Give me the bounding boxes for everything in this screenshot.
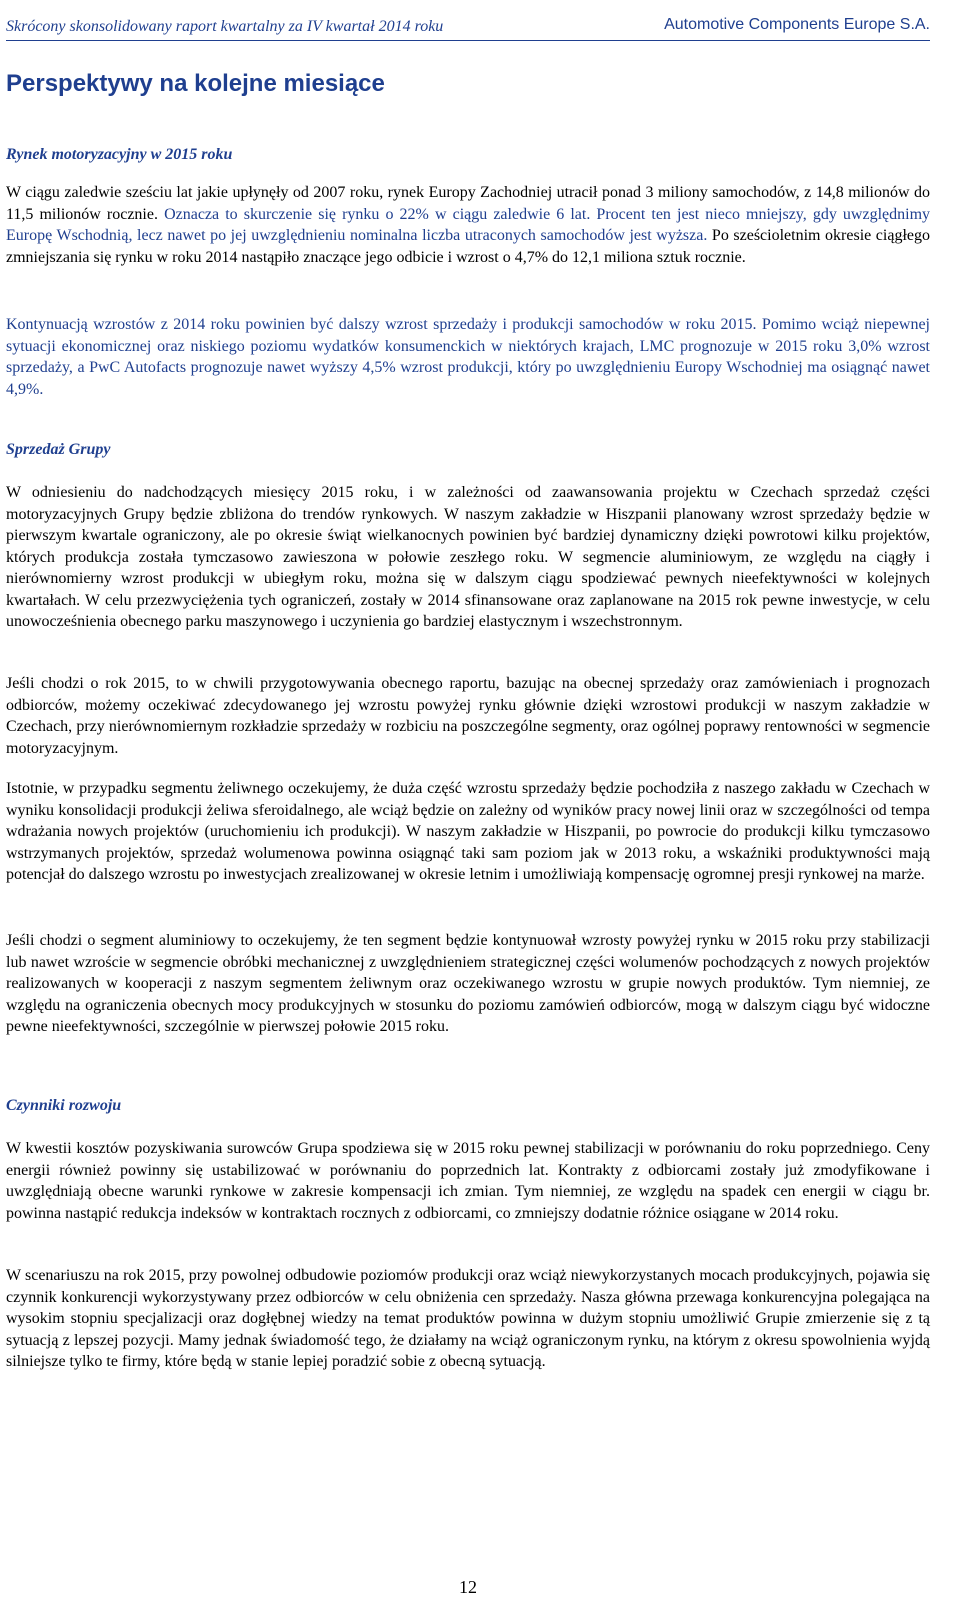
paragraph [6,1138,930,1224]
paragraph-part: W ciągu zaledwie sześciu lat jakie upłynęły od 2007 roku, rynek Europy Zachodniej utracił ponad 3 miliony samochodów, z 14,8 milionów do 11,5 milionów rocznie. [6,184,930,223]
paragraph [6,1265,930,1373]
section-heading-czynniki: Czynniki rozwoju [6,1097,122,1114]
paragraph [6,673,930,759]
page-header [6,14,930,41]
paragraph [6,182,930,268]
paragraph-part: Oznacza to skurczenie się rynku o 22% w ciągu zaledwie 6 lat. [157,205,591,223]
paragraph [6,778,930,886]
company-name: Automotive Components Europe S.A. [664,16,930,33]
page-title: Perspektywy na kolejne miesiące [6,70,385,97]
paragraph-part: Jeśli chodzi o rok 2015, to w chwili przygotowywania obecnego raportu, bazując na obecnej sprzedaży oraz zamówieniach i prognozach odbiorców, możemy oczekiwać zdecydowanego jej wzrostu powyżej rynku głównie dzięki wzrostowi produkcji w naszym zakładzie w Czechach, przy nierównomiernym rozkładzie sprzedaży w rozbiciu na poszczególne segmenty, oraz ogólnej poprawy rentowności w segmencie motoryzacyjnym. [6,675,930,757]
paragraph-part: W odniesieniu do nadchodzących miesięcy 2015 roku, i w zależności od zaawansowania projektu w Czechach sprzedaż części motoryzacyjnych Grupy będzie zbliżona do trendów rynkowych. W naszym zakładzie w Hiszpanii planowany wzrost sprzedaży będzie w pierwszym kwartale ograniczony, ale po okresie świąt wielkanocnych powinien być bardziej dynamiczny dzięki powrotowi kilku projektów, których produkcja została tymczasowo zawieszona w połowie zeszłego roku. W segmencie aluminiowym, ze względu na ciągły i nierównomierny wzrost produkcji w ubiegłym roku, można się w dalszym ciągu spodziewać pewnych nieefektywności w kolejnych kwartałach. W celu przezwyciężenia tych ograniczeń, zostały w 2014 sfinansowane oraz zaplanowane na 2015 rok pewne inwestycje, w celu unowocześnienia obecnego parku maszynowego i uczynienia go bardziej elastycznym i wszechstronnym. [6,484,930,630]
paragraph-part: Po sześcioletnim okresie ciągłego zmniejszania się rynku w roku 2014 nastąpiło znaczące jego odbicie i wzrost o 4,7% do 12,1 miliona sztuk rocznie. [6,227,930,266]
report-title: Skrócony skonsolidowany raport kwartalny za IV kwartał 2014 roku [6,18,444,35]
section-heading-sprzedaz: Sprzedaż Grupy [6,441,111,458]
paragraph-part: Istotnie, w przypadku segmentu żeliwnego oczekujemy, że duża część wzrostu sprzedaży będzie pochodziła z naszego zakładu w Czechach w wyniku konsolidacji produkcji żeliwa sferoidalnego, ale wciąż będzie on zależny od wyników pracy nowej linii oraz w szczególności od tempa wdrażania nowych projektów (uruchomieniu ich produkcji). W naszym zakładzie w Hiszpanii, po powrocie do produkcji kilku tymczasowo wstrzymanych projektów, sprzedaż wolumenowa powinna osiągnąć taki sam poziom jak w 2013 roku, a wskaźniki produktywności mają potencjał do dalszego wzrostu po inwestycjach zrealizowanej w okresie letnim i umożliwiają kompensację ogromnej presji rynkowej na marże. [6,780,930,883]
paragraph [6,930,930,1038]
paragraph-part: W scenariuszu na rok 2015, przy powolnej odbudowie poziomów produkcji oraz wciąż niewykorzystanych mocach produkcyjnych, pojawia się czynnik konkurencji wykorzystywany przez odbiorców w celu obniżenia cen sprzedaży. Nasza główna przewaga konkurencyjna polegająca na wysokim stopniu specjalizacji oraz dogłębnej wiedzy na temat produktów powinna w dużym stopniu umożliwić Grupie zmierzenie się z tą sytuacją z lepszej pozycji. Mamy jednak świadomość tego, że działamy na wciąż ograniczonym rynku, na którym z okresu spowolnienia wyjdą silniejsze tylko te firmy, które będą w stanie lepiej poradzić sobie z obecną sytuacją. [6,1267,930,1370]
paragraph-part: W kwestii kosztów pozyskiwania surowców Grupa spodziewa się w 2015 roku pewnej stabilizacji w porównaniu do roku poprzedniego. Ceny energii również powinny się ustabilizować w porównaniu do poprzednich lat. Kontrakty z odbiorcami zostały już zmodyfikowane i uwzględniają obecne warunki rynkowe w zakresie kompensacji ich zmian. Tym niemniej, ze względu na spadek cen energii w ciągu br. powinna nastąpić redukcja indeksów w kontraktach rocznych z odbiorcami, co zmniejszy dodatnie różnice osiągane w 2014 roku. [6,1140,930,1222]
paragraph [6,314,930,400]
page-number: 12 [459,1577,477,1597]
paragraph-part: Jeśli chodzi o segment aluminiowy to oczekujemy, że ten segment będzie kontynuował wzrosty powyżej rynku w 2015 roku przy stabilizacji lub nawet wzroście w segmencie obróbki mechanicznej z uwzględnieniem strategicznej części wolumenów pochodzących z nowych projektów realizowanych w kooperacji z naszym segmentem żeliwnym oraz oczekiwanego wzrostu w grupie nowych produktów. Tym niemniej, ze względu na ograniczenia obecnych mocy produkcyjnych w stosunku do poziomu zamówień odbiorców, mogą w dalszym ciągu być widoczne pewne nieefektywności, szczególnie w pierwszej połowie 2015 roku. [6,932,930,1035]
section-heading-rynek: Rynek motoryzacyjny w 2015 roku [6,146,233,163]
paragraph-part: Kontynuacją wzrostów z 2014 roku powinien być dalszy wzrost sprzedaży i produkcji samochodów w roku 2015. Pomimo wciąż niepewnej sytuacji ekonomicznej oraz niskiego poziomu wydatków konsumenckich w niektórych krajach, LMC prognozuje w 2015 roku 3,0% wzrost sprzedaży, a PwC Autofacts prognozuje nawet wyższy 4,5% wzrost produkcji, który po uwzględnieniu Europy Wschodniej ma osiągnąć nawet 4,9%. [6,316,930,398]
paragraph [6,482,930,633]
paragraph-part: Procent ten jest nieco mniejszy, gdy uwzględnimy Europę Wschodnią, lecz nawet po jej uwzględnieniu nominalna liczba utraconych samochodów jest wyższa. [6,205,931,244]
